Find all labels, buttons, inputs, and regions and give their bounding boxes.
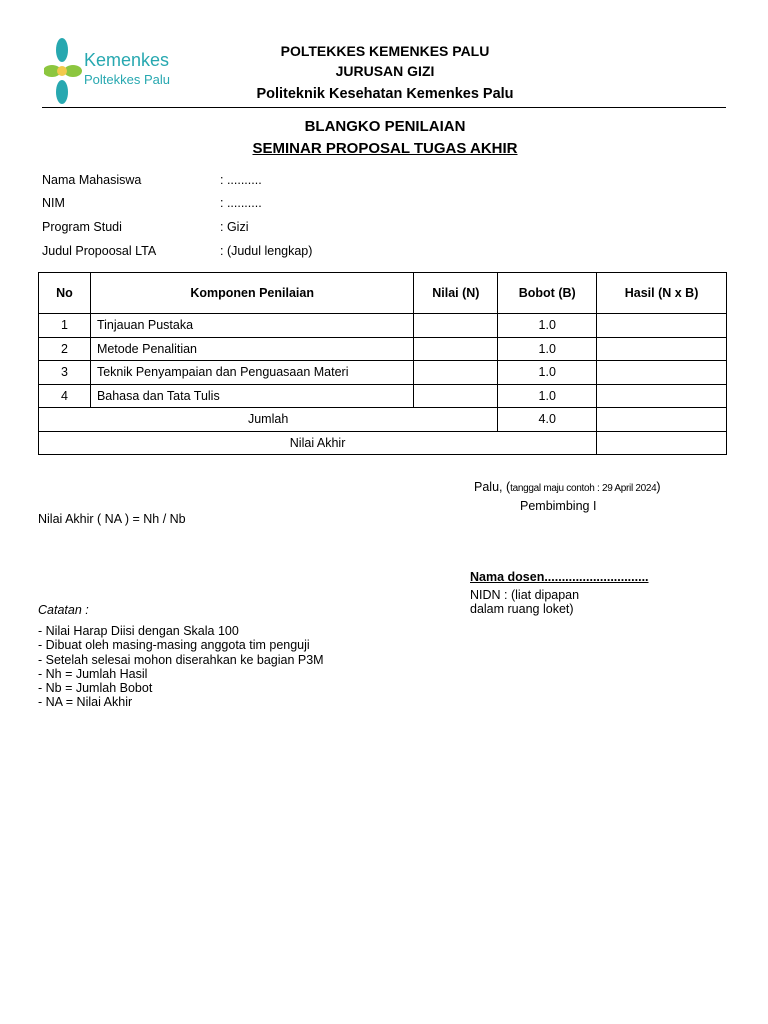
form-title: BLANGKO PENILAIAN xyxy=(304,118,466,135)
signature-place-date xyxy=(474,480,661,494)
department-name: JURUSAN GIZI xyxy=(335,63,435,79)
header-komponen: Komponen Penilaian xyxy=(90,273,413,314)
cell-hasil[interactable] xyxy=(597,361,727,385)
cell-komponen: Bahasa dan Tata Tulis xyxy=(90,384,413,408)
notes-title: Catatan : xyxy=(38,603,89,617)
institution-name: POLTEKKES KEMENKES PALU xyxy=(280,43,490,59)
cell-komponen: Metode Penalitian xyxy=(90,337,413,361)
signature-date-note: tanggal maju contoh : 29 April 2024 xyxy=(510,483,657,494)
signature-role: Pembimbing I xyxy=(520,499,597,513)
cell-no: 1 xyxy=(39,314,91,338)
logo-sub-text: Poltekkes Palu xyxy=(84,72,170,87)
signature-nidn-line1: NIDN : (liat dipapan xyxy=(470,588,580,602)
table-row xyxy=(39,384,727,408)
assessment-table xyxy=(38,272,727,455)
cell-nilai[interactable] xyxy=(414,384,498,408)
info-value: : Gizi xyxy=(220,220,249,234)
jumlah-label: Jumlah xyxy=(39,408,498,432)
cell-hasil[interactable] xyxy=(597,314,727,338)
kemenkes-logo xyxy=(44,36,170,108)
nilai-akhir-value[interactable] xyxy=(597,431,727,455)
info-label: Nama Mahasiswa xyxy=(42,173,142,187)
signature-nidn-line2: dalam ruang loket) xyxy=(470,602,574,616)
institution-fullname: Politeknik Kesehatan Kemenkes Palu xyxy=(256,86,514,102)
signature-place: Palu, ( xyxy=(474,480,511,494)
cell-bobot: 1.0 xyxy=(498,384,597,408)
list-item: - Nh = Jumlah Hasil xyxy=(38,666,148,681)
list-item: - Nb = Jumlah Bobot xyxy=(38,681,153,696)
info-value: : (Judul lengkap) xyxy=(220,244,313,258)
signature-name: Nama dosen.............................. xyxy=(470,570,649,584)
cell-nilai[interactable] xyxy=(414,337,498,361)
header-bobot: Bobot (B) xyxy=(498,273,597,314)
list-item: - Setelah selesai mohon diserahkan ke bagian P3M xyxy=(38,652,324,667)
form-subtitle: SEMINAR PROPOSAL TUGAS AKHIR xyxy=(252,140,518,157)
cell-hasil[interactable] xyxy=(597,384,727,408)
signature-close: ) xyxy=(656,480,661,494)
header-hasil: Hasil (N x B) xyxy=(597,273,727,314)
cell-komponen: Tinjauan Pustaka xyxy=(90,314,413,338)
cell-bobot: 1.0 xyxy=(498,337,597,361)
cell-no: 2 xyxy=(39,337,91,361)
table-row xyxy=(39,361,727,385)
table-row xyxy=(39,337,727,361)
formula-text: Nilai Akhir ( NA ) = Nh / Nb xyxy=(38,512,186,526)
header-no: No xyxy=(39,273,91,314)
list-item: - Nilai Harap Diisi dengan Skala 100 xyxy=(38,624,239,638)
cell-bobot: 1.0 xyxy=(498,361,597,385)
header-nilai: Nilai (N) xyxy=(414,273,498,314)
notes-list xyxy=(38,624,324,710)
info-label: Program Studi xyxy=(42,220,122,234)
cell-nilai[interactable] xyxy=(414,361,498,385)
info-label: Judul Propoosal LTA xyxy=(42,244,157,258)
info-value: : .......... xyxy=(220,173,262,187)
cell-no: 3 xyxy=(39,361,91,385)
kemenkes-emblem-icon xyxy=(44,36,84,108)
jumlah-bobot: 4.0 xyxy=(498,408,597,432)
logo-brand-text: Kemenkes xyxy=(84,50,170,70)
info-value: : .......... xyxy=(220,196,262,210)
table-row xyxy=(39,314,727,338)
cell-nilai[interactable] xyxy=(414,314,498,338)
cell-bobot: 1.0 xyxy=(498,314,597,338)
list-item: - Dibuat oleh masing-masing anggota tim penguji xyxy=(38,638,310,653)
info-label: NIM xyxy=(42,196,65,210)
table-header-row xyxy=(39,273,727,314)
cell-hasil[interactable] xyxy=(597,337,727,361)
list-item: - NA = Nilai Akhir xyxy=(38,695,133,710)
jumlah-hasil[interactable] xyxy=(597,408,727,432)
nilai-akhir-label: Nilai Akhir xyxy=(39,431,597,455)
header-divider xyxy=(42,107,726,108)
jumlah-row xyxy=(39,408,727,432)
nilai-akhir-row xyxy=(39,431,727,455)
cell-komponen: Teknik Penyampaian dan Penguasaan Materi xyxy=(90,361,413,385)
cell-no: 4 xyxy=(39,384,91,408)
